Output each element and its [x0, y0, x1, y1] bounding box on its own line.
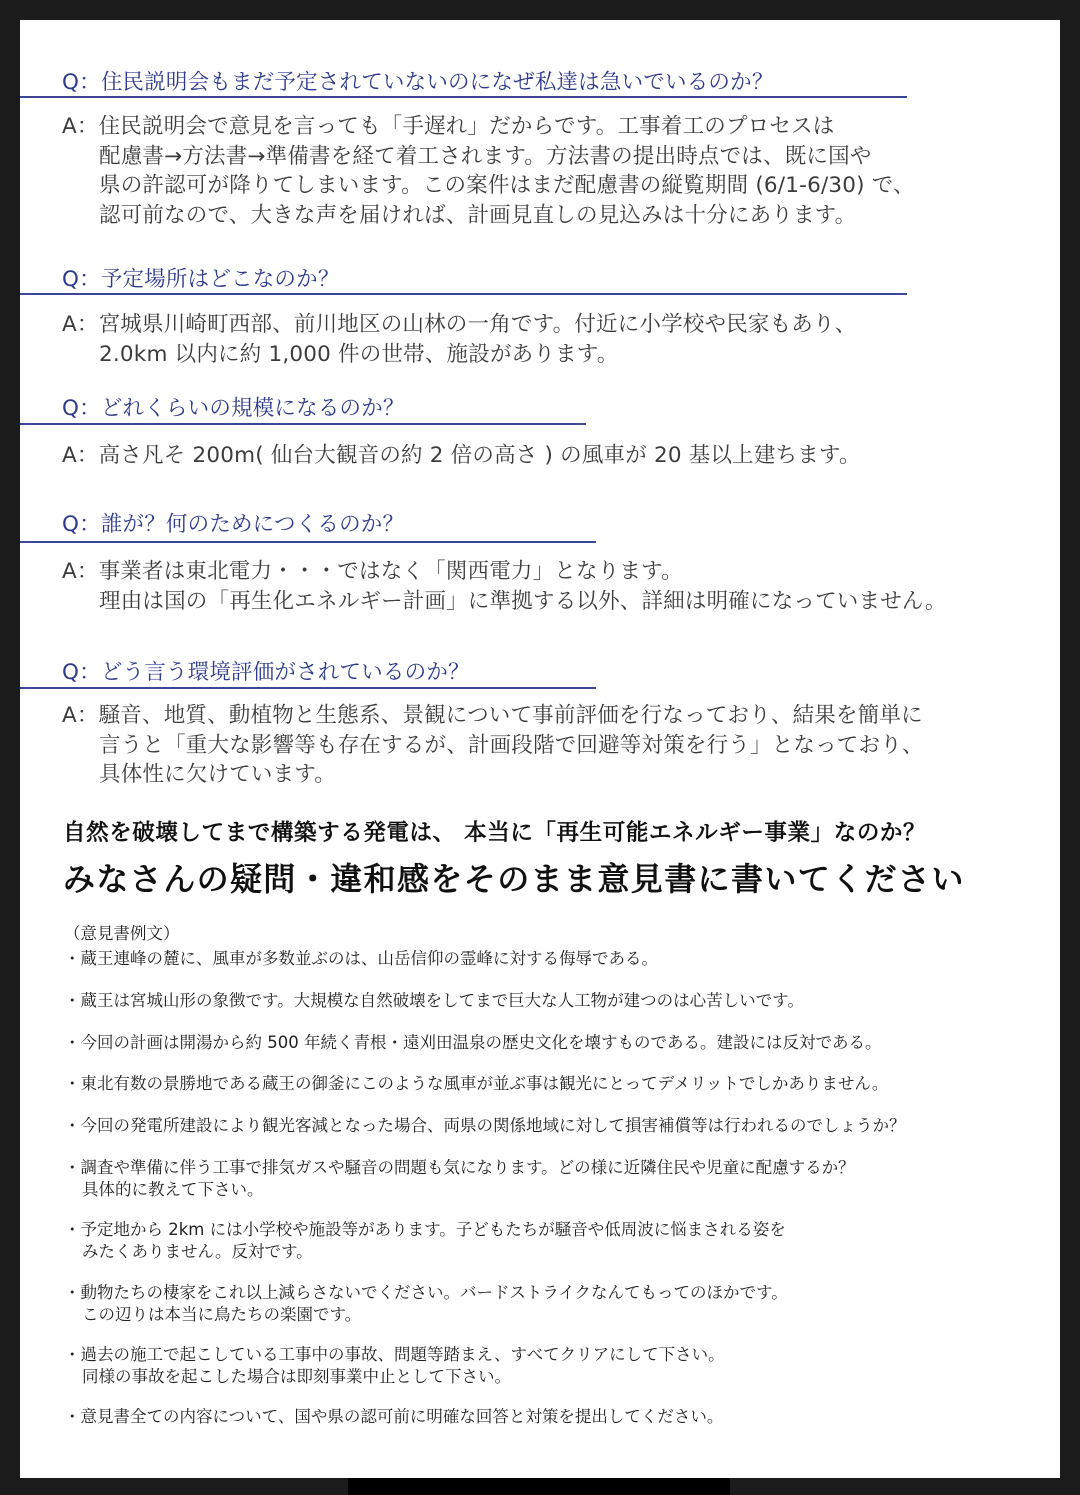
question-underline — [20, 96, 907, 98]
question-underline — [20, 423, 586, 425]
answer-line: 配慮書→方法書→準備書を経て着工されます。方法書の提出時点では、既に国や — [99, 143, 872, 169]
faq-question: Q：住民説明会もまだ予定されていないのになぜ私達は急いでいるのか？ — [62, 70, 774, 95]
answer-line: A：高さ凡そ 200m( 仙台大観音の約 2 倍の高さ ) の風車が 20 基以上建ちます。 — [62, 443, 861, 468]
answer-line: A：騒音、地質、動植物と生態系、景観について事前評価を行なっており、結果を簡単に — [62, 703, 923, 728]
answer-line: 理由は国の「再生化エネルギー計画」に準拠する以外、詳細は明確になっていません。 — [99, 588, 947, 614]
answer-line: 認可前なので、大きな声を届ければ、計画見直しの見込みは十分にあります。 — [99, 202, 857, 228]
example-line: ・動物たちの棲家をこれ以上減らさないでください。バードストライクなんてもってのほかです。 — [64, 1283, 788, 1302]
example-line: ・蔵王連峰の麓に、風車が多数並ぶのは、山岳信仰の霊峰に対する侮辱である。 — [64, 949, 658, 968]
example-item — [64, 1073, 888, 1095]
example-item — [64, 1219, 786, 1263]
example-line: 具体的に教えて下さい。 — [82, 1180, 264, 1199]
faq-question: Q：どれくらいの規模になるのか？ — [62, 396, 405, 421]
example-line: ・過去の施工で起こしている工事中の事故、問題等踏まえ、すべてクリアにして下さい。 — [64, 1345, 725, 1364]
faq-answer — [62, 310, 856, 369]
faq-answer — [62, 701, 924, 790]
example-line: ・調査や準備に伴う工事で排気ガスや騒音の問題も気になります。どの様に近隣住民や児童に配慮するか？ — [64, 1158, 855, 1177]
example-line: みたくありません。反対です。 — [82, 1242, 313, 1261]
answer-line: A：住民説明会で意見を言っても「手遅れ」だからです。工事着工のプロセスは — [62, 114, 835, 139]
answer-line: 2.0km 以内に約 1,000 件の世帯、施設があります。 — [99, 341, 619, 367]
example-line: この辺りは本当に鳥たちの楽園です。 — [82, 1305, 362, 1324]
example-line: ・今回の発電所建設により観光客減となった場合、両県の関係地域に対して損害補償等は行われるのでしょうか？ — [64, 1116, 906, 1135]
example-item — [64, 1282, 788, 1326]
faq-answer — [62, 557, 947, 616]
question-underline — [20, 541, 596, 543]
example-line: ・今回の計画は開湯から約 500 年続く青根・遠刈田温泉の歴史文化を壊すものである。建設には反対である。 — [64, 1033, 882, 1052]
example-item — [64, 1157, 855, 1201]
example-item — [64, 948, 658, 970]
faq-question: Q：どう言う環境評価がされているのか？ — [62, 660, 470, 685]
document-page — [20, 20, 1060, 1478]
question-underline — [20, 687, 596, 689]
example-item — [64, 1115, 906, 1137]
headline-question: 自然を破壊してまで構築する発電は、 本当に「再生可能エネルギー事業」なのか？ — [63, 820, 927, 846]
example-line: 同様の事故を起こした場合は即刻事業中止として下さい。 — [82, 1367, 511, 1386]
example-item — [64, 1032, 881, 1054]
faq-answer — [62, 112, 915, 230]
example-line: ・意見書全ての内容について、国や県の認可前に明確な回答と対策を提出してください。 — [64, 1407, 724, 1426]
viewer-bottom-bar — [348, 1478, 730, 1495]
answer-line: 具体性に欠けています。 — [99, 762, 336, 787]
example-item — [64, 1406, 723, 1428]
answer-line: A：宮城県川崎町西部、前川地区の山林の一角です。付近に小学校や民家もあり、 — [62, 312, 857, 337]
example-item — [64, 1344, 725, 1388]
example-section-label: （意見書例文） — [64, 924, 180, 943]
example-line: ・予定地から 2km には小学校や施設等があります。子どもたちが騒音や低周波に悩まされる姿を — [64, 1220, 786, 1239]
example-line: ・蔵王は宮城山形の象徴です。大規模な自然破壊をしてまで巨大な人工物が建つのは心苦しいです。 — [64, 991, 804, 1010]
faq-question: Q：誰が？何のためにつくるのか？ — [62, 512, 405, 537]
answer-line: A：事業者は東北電力・・・ではなく「関西電力」となります。 — [62, 559, 683, 584]
faq-question: Q：予定場所はどこなのか？ — [62, 267, 340, 292]
answer-line: 言うと「重大な影響等も存在するが、計画段階で回避等対策を行う」となっており、 — [99, 732, 924, 758]
faq-answer — [62, 441, 861, 471]
example-item — [64, 990, 804, 1012]
question-underline — [20, 293, 907, 295]
example-line: ・東北有数の景勝地である蔵王の御釜にこのような風車が並ぶ事は観光にとってデメリットでしかありません。 — [64, 1074, 889, 1093]
headline-call-to-action: みなさんの疑問・違和感をそのまま意見書に書いてください — [63, 860, 965, 898]
answer-line: 県の許認可が降りてしまいます。この案件はまだ配慮書の縦覧期間 (6/1-6/30) で、 — [99, 173, 915, 198]
